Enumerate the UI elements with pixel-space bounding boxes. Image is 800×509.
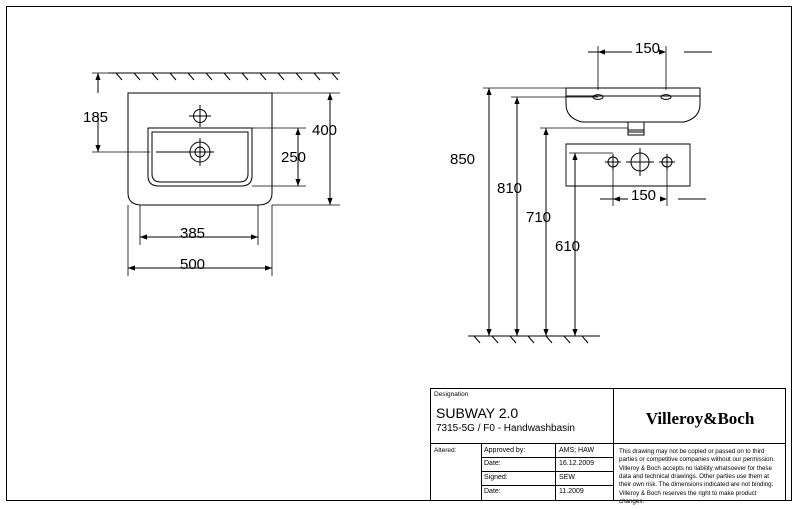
- product-title: SUBWAY 2.0: [436, 405, 519, 421]
- tb-divider-h3: [481, 471, 613, 472]
- dim-850: 850: [450, 151, 476, 168]
- dim-250: 250: [281, 149, 307, 166]
- title-block: [430, 388, 786, 506]
- dim-400: 400: [312, 122, 338, 139]
- date-label-1: Date:: [484, 460, 501, 467]
- brand-logo: Villeroy&Boch: [645, 409, 755, 428]
- dim-150-top: 150: [635, 40, 661, 57]
- dim-385: 385: [180, 225, 206, 242]
- legal-notice: This drawing may not be copied or passed on to third parties or competitive companies without our permission. Villeroy & Boch accepts no liability whatsoever for these data and technical drawings. Other parties use them at their own risk. The dimensions indicated are not binding. Villeroy & Boch reserves the right to make product changes.: [619, 448, 775, 506]
- product-code: 7315-5G / F0 - Handwashbasin: [436, 423, 575, 434]
- dim-810: 810: [497, 180, 523, 197]
- dim-500: 500: [180, 256, 206, 273]
- tb-divider-h2: [481, 457, 613, 458]
- date-label-2: Date:: [484, 488, 501, 495]
- approved-label: Approved by:: [484, 447, 526, 454]
- date-value-2: 11.2009: [559, 488, 584, 495]
- signed-label: Signed:: [484, 474, 508, 481]
- tb-divider-v1: [613, 389, 614, 443]
- dim-710: 710: [526, 209, 552, 226]
- approved-value: AMS; HAW: [559, 447, 595, 454]
- dim-185: 185: [83, 109, 109, 126]
- tb-divider-v3: [613, 443, 614, 500]
- tb-divider-h4: [481, 485, 613, 486]
- signed-value: SEW: [559, 474, 575, 481]
- designation-label: Designation: [434, 391, 469, 398]
- altered-label: Altered:: [434, 447, 457, 454]
- date-value-1: 16.12.2009: [559, 460, 595, 467]
- dim-150-bottom: 150: [631, 187, 657, 204]
- tb-divider-h1: [431, 443, 785, 444]
- dim-610: 610: [555, 238, 581, 255]
